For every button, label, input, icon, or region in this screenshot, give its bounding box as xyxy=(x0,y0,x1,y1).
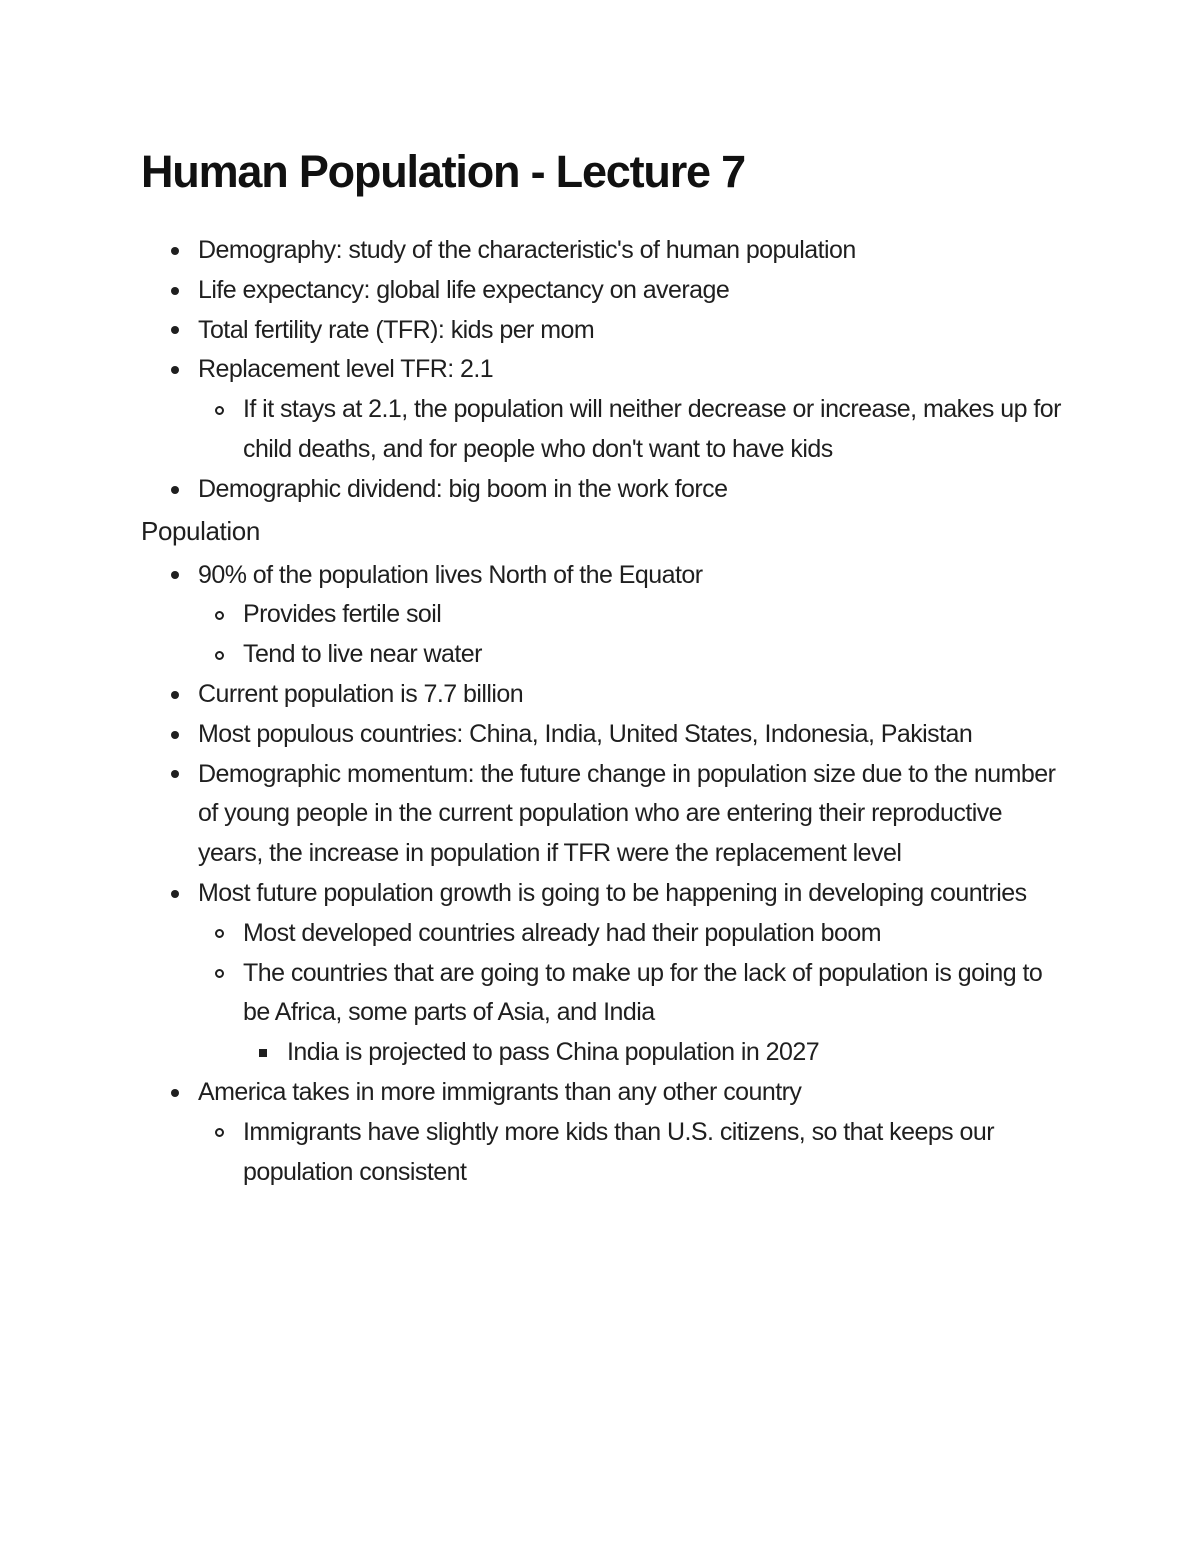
list-item xyxy=(141,715,1061,755)
bullet-dot-icon xyxy=(171,231,179,271)
bullet-circle-icon xyxy=(215,635,224,675)
list-item xyxy=(141,470,1061,510)
list-item xyxy=(141,595,1061,635)
list-item xyxy=(141,350,1061,390)
list-item-text: Most populous countries: China, India, United States, Indonesia, Pakistan xyxy=(198,719,973,748)
list-item-text: If it stays at 2.1, the population will neither decrease or increase, makes up for child deaths, and for people who don't want to have kids xyxy=(243,395,1061,463)
bullet-list-definitions xyxy=(141,231,1061,510)
list-item-text: Demography: study of the characteristic's of human population xyxy=(198,236,856,264)
bullet-dot-icon xyxy=(171,311,179,351)
bullet-dot-icon xyxy=(171,470,179,510)
bullet-circle-icon xyxy=(215,914,224,954)
list-item-text: Demographic momentum: the future change in population size due to the number of young people in the current population who are entering their reproductive years, the increase in population if TFR were the replacement level xyxy=(198,759,1056,868)
list-item xyxy=(141,556,1061,596)
list-item-text: Immigrants have slightly more kids than U.S. citizens, so that keeps our population consistent xyxy=(243,1117,995,1186)
list-item-text: India is projected to pass China population in 2027 xyxy=(287,1038,820,1067)
bullet-dot-icon xyxy=(171,755,179,795)
document-page xyxy=(141,140,1061,1192)
bullet-dot-icon xyxy=(171,715,179,755)
list-item-text: Most future population growth is going to be happening in developing countries xyxy=(198,878,1027,907)
list-item-text: Provides fertile soil xyxy=(243,600,442,629)
list-item xyxy=(141,914,1061,954)
list-item-text: Total fertility rate (TFR): kids per mom xyxy=(198,315,595,344)
list-item-text: Tend to live near water xyxy=(243,640,482,669)
list-item-text: The countries that are going to make up for the lack of population is going to be Africa, some parts of Asia, and India xyxy=(243,958,1043,1027)
page-title: Human Population - Lecture 7 xyxy=(141,146,745,197)
list-item-text: Life expectancy: global life expectancy on average xyxy=(198,275,730,304)
list-item-text: 90% of the population lives North of the Equator xyxy=(198,560,703,589)
list-item xyxy=(141,675,1061,715)
bullet-dot-icon xyxy=(171,350,179,390)
bullet-dot-icon xyxy=(171,556,179,596)
list-item xyxy=(141,271,1061,311)
list-item-text: Replacement level TFR: 2.1 xyxy=(198,355,494,384)
list-item-text: Current population is 7.7 billion xyxy=(198,679,524,708)
list-item xyxy=(141,755,1061,874)
list-item-text: Most developed countries already had their population boom xyxy=(243,918,881,947)
bullet-list-population xyxy=(141,556,1061,1193)
list-item-text: Demographic dividend: big boom in the work force xyxy=(198,474,728,503)
bullet-square-icon xyxy=(259,1033,267,1073)
bullet-dot-icon xyxy=(171,675,179,715)
bullet-dot-icon xyxy=(171,874,179,914)
list-item xyxy=(141,954,1061,1034)
bullet-circle-icon xyxy=(215,390,224,430)
bullet-circle-icon xyxy=(215,1113,224,1153)
list-item xyxy=(141,635,1061,675)
bullet-circle-icon xyxy=(215,595,224,635)
list-item xyxy=(141,311,1061,351)
list-item xyxy=(141,1113,1061,1193)
bullet-circle-icon xyxy=(215,954,224,994)
list-item xyxy=(141,231,1061,271)
list-item xyxy=(141,390,1061,470)
bullet-dot-icon xyxy=(171,271,179,311)
bullet-dot-icon xyxy=(171,1073,179,1113)
list-item xyxy=(141,1073,1061,1113)
list-item-text: America takes in more immigrants than any other country xyxy=(198,1077,802,1106)
list-item xyxy=(141,1033,1061,1073)
list-item xyxy=(141,874,1061,914)
section-heading-population: Population xyxy=(141,515,260,546)
